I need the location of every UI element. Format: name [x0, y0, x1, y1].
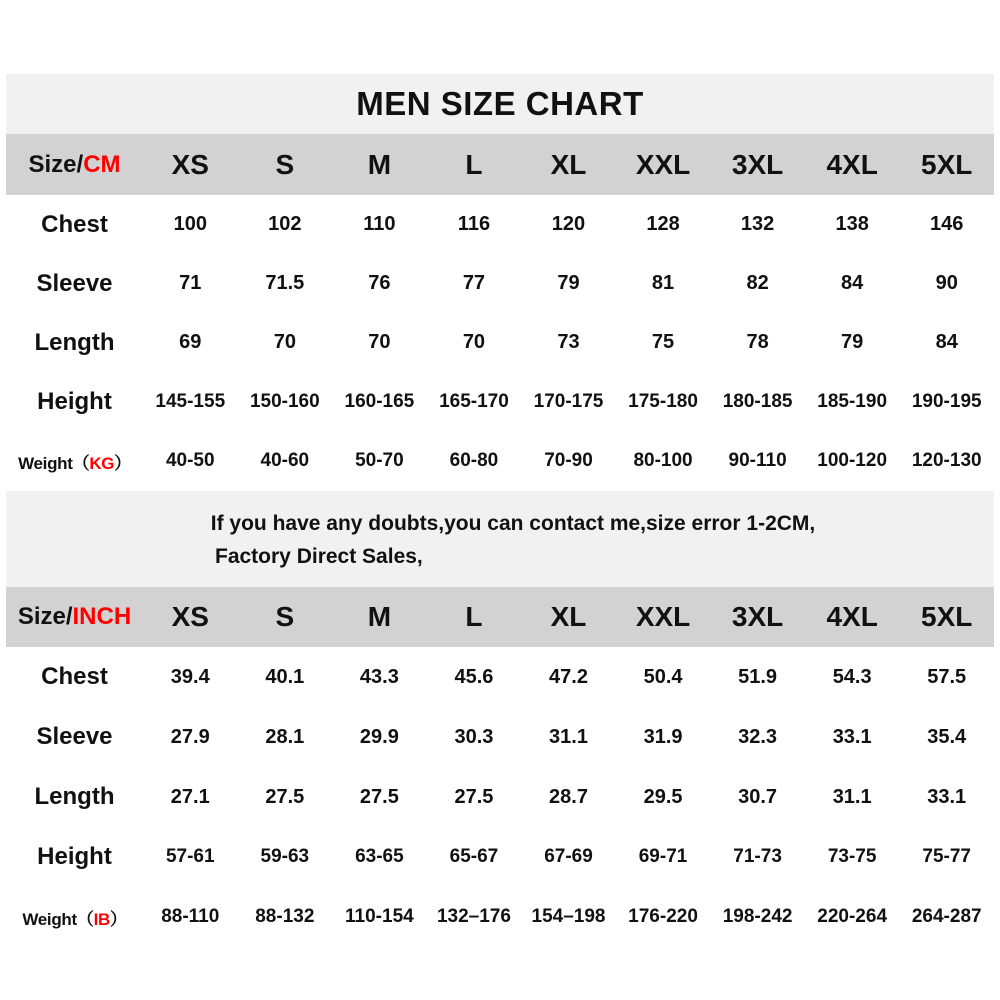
row-label: Sleeve [36, 269, 113, 297]
value-cell: 57.5 [927, 665, 967, 688]
value-cell: 138 [835, 213, 869, 235]
value-cell: 40-60 [260, 450, 310, 471]
value-cell: 77 [462, 272, 486, 294]
value-cell: 30.7 [738, 785, 778, 808]
cm-size-header: S [275, 148, 295, 180]
value-cell: 82 [746, 272, 769, 294]
value-cell: 33.1 [832, 725, 872, 748]
value-cell: 39.4 [170, 665, 210, 688]
cm-table [0, 134, 1000, 491]
value-cell: 29.9 [359, 725, 399, 748]
inch-size-header: XL [550, 601, 587, 632]
value-cell: 27.1 [170, 785, 210, 808]
weight-unit-kg: KG [89, 453, 115, 473]
value-cell: 31.1 [549, 725, 588, 748]
row-label: Length [34, 783, 115, 810]
value-cell: 84 [935, 331, 958, 353]
value-cell: 69 [179, 331, 202, 353]
value-cell: 264-287 [911, 906, 982, 927]
value-cell: 71.5 [265, 272, 305, 294]
cm-size-header: 5XL [921, 148, 973, 180]
value-cell: 69-71 [638, 846, 688, 867]
value-cell: 70 [368, 331, 391, 353]
value-cell: 165-170 [439, 390, 509, 412]
value-cell: 31.1 [832, 785, 872, 808]
inch-weight-row [6, 887, 994, 947]
page-title: MEN SIZE CHART [6, 74, 994, 134]
value-cell: 30.3 [454, 725, 494, 748]
cm-length-row [6, 313, 994, 372]
value-cell: 120-130 [911, 450, 982, 471]
value-cell: 110 [363, 213, 396, 235]
cm-size-header: 3XL [731, 148, 784, 180]
cm-size-header: L [465, 148, 483, 180]
value-cell: 88-110 [161, 906, 220, 927]
value-cell: 128 [646, 213, 680, 235]
cm-size-header: XXL [635, 148, 691, 180]
cm-size-header: M [367, 148, 392, 180]
row-label: Sleeve [36, 723, 113, 750]
value-cell: 60-80 [449, 450, 499, 471]
value-cell: 31.9 [643, 725, 683, 748]
row-label: Chest [41, 210, 108, 238]
value-cell: 75 [651, 331, 675, 353]
value-cell: 79 [841, 331, 864, 353]
inch-size-header: XS [171, 601, 209, 632]
value-cell: 43.3 [359, 665, 399, 688]
value-cell: 116 [457, 213, 491, 235]
cm-chest-row [6, 195, 994, 254]
row-label: Height [37, 843, 112, 870]
weight-label-suffix: ） [114, 453, 131, 473]
inch-size-prefix: Size/ [17, 603, 73, 630]
inch-size-unit-label [6, 603, 143, 631]
value-cell: 50.4 [643, 665, 683, 688]
value-cell: 81 [651, 272, 675, 294]
value-cell: 28.1 [265, 725, 305, 748]
value-cell: 198-242 [722, 906, 793, 927]
value-cell: 63-65 [355, 846, 404, 867]
note-line-2: Factory Direct Sales, [215, 545, 423, 568]
value-cell: 27.5 [265, 785, 305, 808]
inch-chest-row [6, 647, 994, 707]
value-cell: 70-90 [544, 450, 593, 471]
value-cell: 27.5 [454, 785, 494, 808]
value-cell: 28.7 [549, 785, 588, 808]
weight-label-prefix: Weight（ [18, 453, 90, 473]
value-cell: 29.5 [643, 785, 683, 808]
inch-size-header: 4XL [826, 601, 878, 632]
value-cell: 180-185 [722, 390, 793, 412]
value-cell: 88-132 [255, 906, 315, 927]
value-cell: 47.2 [549, 665, 588, 688]
weight-label-prefix: Weight（ [22, 909, 94, 929]
value-cell: 27.9 [170, 725, 210, 748]
cm-size-unit-label [6, 151, 143, 179]
cm-size-header: XS [171, 148, 209, 180]
value-cell: 80-100 [633, 450, 693, 471]
value-cell: 90-110 [728, 450, 787, 471]
value-cell: 65-67 [449, 846, 499, 867]
value-cell: 79 [557, 272, 580, 294]
inch-length-row [6, 767, 994, 827]
inch-size-header: M [367, 601, 392, 632]
value-cell: 102 [268, 213, 302, 235]
inch-size-header: S [275, 601, 295, 632]
value-cell: 150-160 [249, 390, 320, 412]
value-cell: 146 [930, 213, 964, 235]
value-cell: 27.5 [359, 785, 399, 808]
inch-size-header: 5XL [921, 601, 973, 632]
value-cell: 40.1 [265, 665, 305, 688]
value-cell: 145-155 [155, 390, 226, 412]
cm-unit-label: CM [83, 150, 121, 178]
value-cell: 175-180 [628, 390, 698, 412]
value-cell: 76 [368, 272, 391, 294]
weight-unit-ib: IB [93, 909, 110, 929]
value-cell: 190-195 [911, 390, 982, 412]
row-label-weight-kg [6, 449, 143, 474]
value-cell: 120 [551, 213, 586, 235]
cm-size-header: 4XL [826, 148, 878, 180]
value-cell: 78 [746, 331, 769, 353]
inch-table [0, 587, 1000, 947]
value-cell: 132 [740, 213, 775, 235]
value-cell: 84 [841, 272, 864, 294]
cm-size-header: XL [550, 148, 587, 180]
cm-size-prefix: Size/ [28, 150, 84, 178]
value-cell: 185-190 [817, 390, 888, 412]
inch-size-header: 3XL [731, 601, 784, 632]
cm-sleeve-row [6, 254, 994, 313]
value-cell: 71-73 [733, 846, 782, 867]
contact-note [6, 491, 994, 587]
value-cell: 90 [935, 272, 958, 294]
value-cell: 110-154 [345, 906, 414, 927]
row-label-weight-ib [6, 905, 143, 930]
value-cell: 100-120 [817, 450, 888, 471]
cm-height-row [6, 372, 994, 431]
value-cell: 100 [173, 213, 207, 235]
value-cell: 50-70 [355, 450, 404, 471]
value-cell: 132–176 [436, 906, 511, 927]
value-cell: 73 [557, 331, 580, 353]
value-cell: 45.6 [454, 665, 494, 688]
weight-label-suffix: ） [109, 909, 127, 929]
cm-weight-row [6, 431, 994, 491]
value-cell: 73-75 [827, 846, 877, 867]
value-cell: 67-69 [544, 846, 593, 867]
value-cell: 176-220 [628, 906, 698, 927]
top-whitespace [0, 0, 1000, 74]
value-cell: 71 [179, 272, 202, 294]
inch-unit-label: INCH [72, 603, 132, 630]
value-cell: 51.9 [738, 665, 778, 688]
cm-header-row [6, 134, 994, 195]
value-cell: 70 [273, 331, 296, 353]
value-cell: 170-175 [533, 390, 604, 412]
inch-sleeve-row [6, 707, 994, 767]
row-label: Height [37, 387, 112, 415]
value-cell: 54.3 [832, 665, 872, 688]
value-cell: 75-77 [922, 846, 972, 867]
value-cell: 35.4 [927, 725, 967, 748]
note-line-1: If you have any doubts,you can contact me,size error 1-2CM, [210, 512, 816, 535]
value-cell: 32.3 [738, 725, 778, 748]
value-cell: 70 [462, 331, 486, 353]
inch-size-header: L [465, 601, 483, 632]
value-cell: 33.1 [927, 785, 967, 808]
value-cell: 40-50 [165, 450, 215, 471]
inch-height-row [6, 827, 994, 887]
value-cell: 57-61 [165, 846, 215, 867]
value-cell: 220-264 [817, 906, 888, 927]
value-cell: 154–198 [531, 906, 606, 927]
inch-size-header: XXL [635, 601, 691, 632]
inch-header-row [6, 587, 994, 647]
value-cell: 59-63 [260, 846, 310, 867]
row-label: Length [34, 328, 115, 356]
row-label: Chest [41, 663, 108, 690]
value-cell: 160-165 [344, 390, 415, 412]
